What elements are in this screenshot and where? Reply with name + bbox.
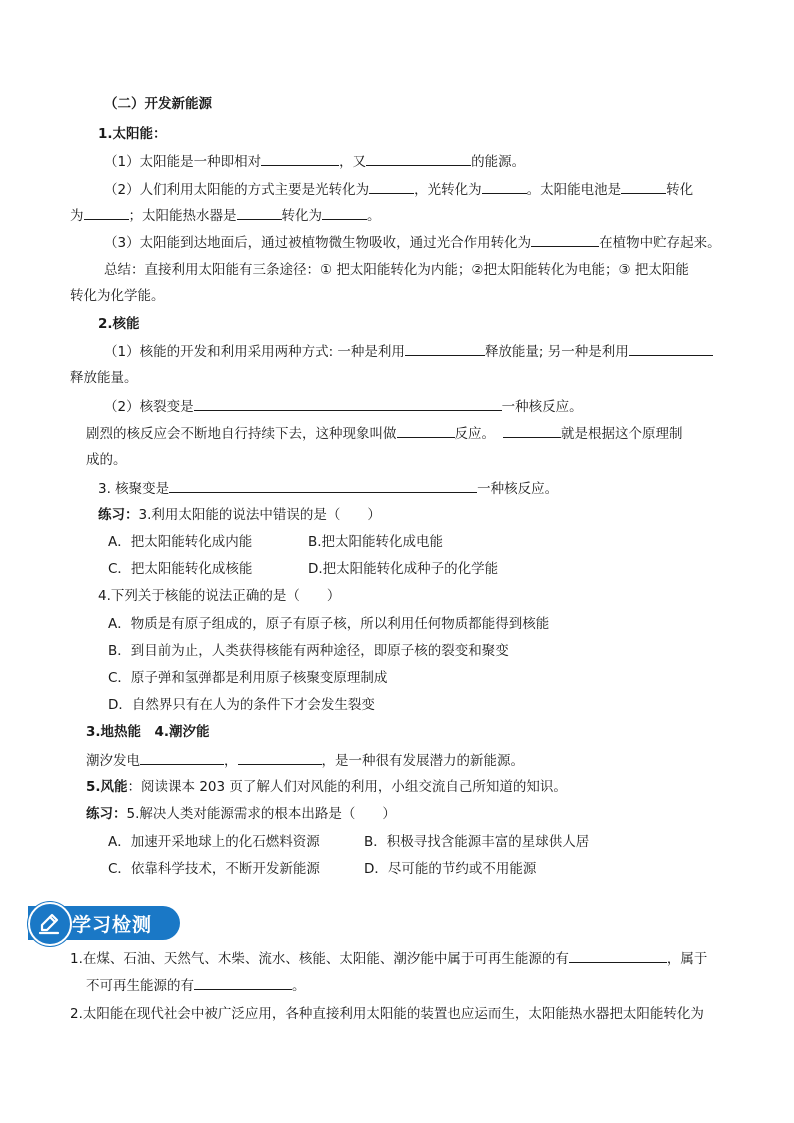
blank [503, 423, 561, 438]
nuclear-paragraph-1-line-1: （1）核能的开发和利用采用两种方式: 一种是利用 释放能量; 另一种是利用 [0, 341, 794, 362]
blank [569, 948, 667, 963]
nuclear-paragraph-3-line-2: 成的。 [86, 452, 127, 468]
exercise-1-option-a: A．把太阳能转化成内能 [108, 534, 253, 550]
nuclear-paragraph-2: （2）核裂变是 一种核反应。 [0, 396, 794, 417]
blank [531, 232, 599, 247]
nuclear-paragraph-1-line-2: 释放能量。 [70, 370, 138, 386]
solar-paragraph-2-line-1: （2）人们利用太阳能的方式主要是光转化为 ，光转化为 。太阳能电池是 转化 [0, 179, 794, 200]
exercise-1-option-d: D.把太阳能转化成种子的化学能 [308, 561, 499, 577]
blank [322, 205, 367, 220]
blank [397, 423, 455, 438]
blank [366, 151, 471, 166]
blank [482, 179, 527, 194]
study-check-badge [28, 900, 188, 946]
exercise-1-question: 练习：3.利用太阳能的说法中错误的是（ ） [98, 507, 381, 523]
check-question-2: 2.太阳能在现代社会中被广泛应用，各种直接利用太阳能的装置也应运而生，太阳能热水器把太阳能转化为 [70, 1006, 704, 1022]
check-question-1-line-2: 不可再生能源的有 。 [0, 975, 794, 996]
exercise-3-option-a: A．加速开采地球上的化石燃料资源 [108, 834, 320, 850]
exercise-2-option-c: C．原子弹和氢弹都是利用原子核聚变原理制成 [108, 670, 388, 686]
nuclear-paragraph-3-line-1: 剧烈的核反应会不断地自行持续下去，这种现象叫做 反应。 就是根据这个原理制 [0, 423, 794, 444]
section-title: （二）开发新能源 [104, 96, 212, 112]
exercise-3-option-d: D．尽可能的节约或不用能源 [364, 861, 537, 877]
solar-paragraph-2-line-2: 为 ；太阳能热水器是 转化为 。 [0, 205, 794, 226]
exercise-2-option-d: D．自然界只有在人为的条件下才会发生裂变 [108, 697, 375, 713]
blank [621, 179, 666, 194]
exercise-3-option-c: C．依靠科学技术，不断开发新能源 [108, 861, 320, 877]
solar-paragraph-3: （3）太阳能到达地面后，通过被植物微生物吸收，通过光合作用转化为 在植物中贮存起来。 [0, 232, 794, 253]
exercise-3-option-b: B．积极寻找含能源丰富的星球供人居 [364, 834, 590, 850]
solar-heading: 1.太阳能： [98, 126, 167, 142]
geothermal-tidal-heading: 3.地热能 4.潮汐能 [86, 724, 210, 740]
blank [194, 396, 502, 411]
blank [84, 205, 129, 220]
nuclear-fusion: 3. 核聚变是 一种核反应。 [0, 478, 794, 499]
blank [629, 341, 713, 356]
solar-summary-line-2: 转化为化学能。 [70, 288, 165, 304]
exercise-2-question: 4.下列关于核能的说法正确的是（ ） [98, 588, 341, 604]
blank [405, 341, 485, 356]
nuclear-heading: 2.核能 [98, 316, 140, 332]
pencil-icon [36, 910, 62, 936]
blank [194, 975, 292, 990]
blank [238, 750, 322, 765]
exercise-1-option-c: C．把太阳能转化成核能 [108, 561, 253, 577]
exercise-2-option-b: B．到目前为止，人类获得核能有两种途径，即原子核的裂变和聚变 [108, 643, 509, 659]
check-question-1-line-1: 1.在煤、石油、天然气、木柴、流水、核能、太阳能、潮汐能中属于可再生能源的有 ，属于 [0, 948, 794, 969]
blank [369, 179, 414, 194]
tidal-paragraph: 潮汐发电 ， ，是一种很有发展潜力的新能源。 [0, 750, 794, 771]
study-check-title: 学习检测 [72, 914, 153, 936]
blank [169, 478, 477, 493]
blank [237, 205, 282, 220]
exercise-1-option-b: B.把太阳能转化成电能 [308, 534, 444, 550]
exercise-2-option-a: A．物质是有原子组成的，原子有原子核，所以利用任何物质都能得到核能 [108, 616, 550, 632]
wind-paragraph: 5.风能：阅读课本 203 页了解人们对风能的利用，小组交流自己所知道的知识。 [86, 779, 567, 795]
blank [261, 151, 339, 166]
solar-paragraph-1: （1）太阳能是一种即相对 ，又 的能源。 [0, 151, 794, 172]
solar-summary-line-1: 总结：直接利用太阳能有三条途径：① 把太阳能转化为内能；②把太阳能转化为电能；③ 把太阳能 [104, 262, 689, 278]
blank [140, 750, 224, 765]
exercise-3-question: 练习：5.解决人类对能源需求的根本出路是（ ） [86, 806, 396, 822]
